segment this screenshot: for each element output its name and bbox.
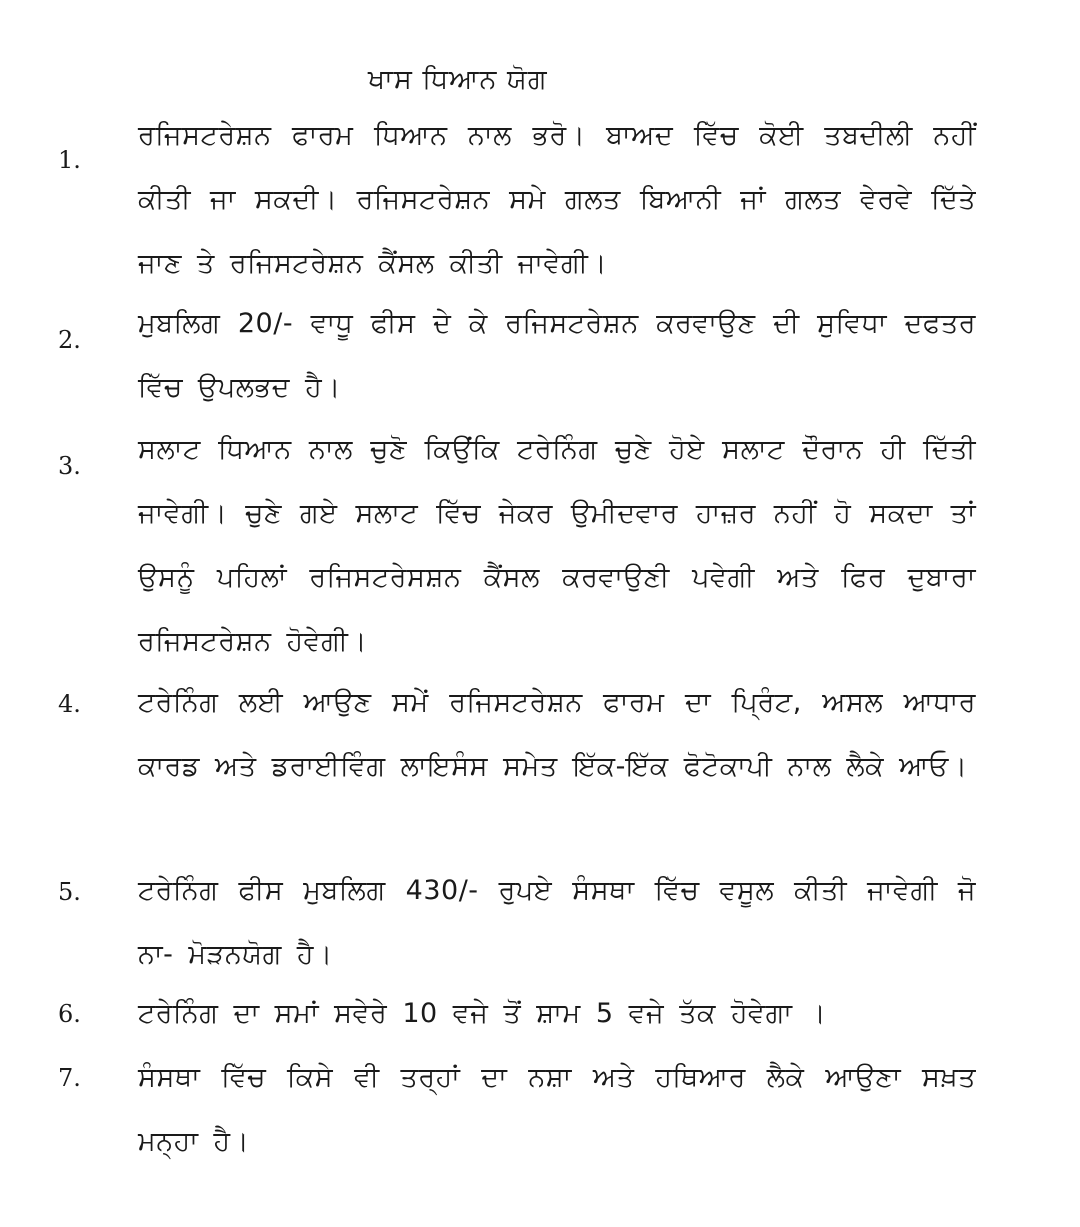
item-number: 6. bbox=[58, 1000, 81, 1028]
item-text: ਰਜਿਸਟਰੇਸ਼ਨ ਫਾਰਮ ਧਿਆਨ ਨਾਲ ਭਰੋ। ਬਾਅਦ ਵਿੱਚ ਕੋਈ ਤਬਦੀਲੀ ਨਹੀਂ ਕੀਤੀ ਜਾ ਸਕਦੀ। ਰਜਿਸਟਰੇਸ਼ਨ ਸਮੇ ਗਲਤ ਬਿਆਨੀ ਜਾਂ ਗਲਤ ਵੇਰਵੇ ਦਿੱਤੇ ਜਾਣ ਤੇ ਰਜਿਸਟਰੇਸ਼ਨ ਕੈਂਸਲ ਕੀਤੀ ਜਾਵੇਗੀ। bbox=[138, 120, 976, 279]
item-text: ਟਰੇਨਿੰਗ ਫੀਸ ਮੁਬਲਿਗ 430/- ਰੁਪਏ ਸੰਸਥਾ ਵਿੱਚ ਵਸੂਲ ਕੀਤੀ ਜਾਵੇਗੀ ਜੋ ਨਾ- ਮੋੜਨਯੋਗ ਹੈ। bbox=[138, 875, 976, 970]
document-title: ਖਾਸ ਧਿਆਨ ਯੋਗ bbox=[368, 64, 548, 95]
item-text: ਸੰਸਥਾ ਵਿੱਚ ਕਿਸੇ ਵੀ ਤਰ੍ਹਾਂ ਦਾ ਨਸ਼ਾ ਅਤੇ ਹਥਿਆਰ ਲੈਕੇ ਆਉਣਾ ਸਖ਼ਤ ਮਨ੍ਹਾ ਹੈ। bbox=[138, 1062, 976, 1157]
item-number: 2. bbox=[58, 326, 81, 354]
item-number: 4. bbox=[58, 690, 81, 718]
item-number: 5. bbox=[58, 878, 81, 906]
item-text: ਟਰੇਨਿੰਗ ਦਾ ਸਮਾਂ ਸਵੇਰੇ 10 ਵਜੇ ਤੋਂ ਸ਼ਾਮ 5 ਵਜੇ ਤੱਕ ਹੋਵੇਗਾ । bbox=[138, 998, 827, 1029]
item-text: ਮੁਬਲਿਗ 20/- ਵਾਧੂ ਫੀਸ ਦੇ ਕੇ ਰਜਿਸਟਰੇਸ਼ਨ ਕਰਵਾਉਣ ਦੀ ਸੁਵਿਧਾ ਦਫਤਰ ਵਿੱਚ ਉਪਲਭਦ ਹੈ। bbox=[138, 308, 976, 403]
item-number: 3. bbox=[58, 452, 81, 480]
item-text: ਟਰੇਨਿੰਗ ਲਈ ਆਉਣ ਸਮੇਂ ਰਜਿਸਟਰੇਸ਼ਨ ਫਾਰਮ ਦਾ ਪ੍ਰਿੰਟ, ਅਸਲ ਆਧਾਰ ਕਾਰਡ ਅਤੇ ਡਰਾਈਵਿੰਗ ਲਾਇਸੰਸ ਸਮੇਤ ਇੱਕ-ਇੱਕ ਫੋਟੋਕਾਪੀ ਨਾਲ ਲੈਕੇ ਆਓ। bbox=[138, 687, 976, 782]
item-text: ਸਲਾਟ ਧਿਆਨ ਨਾਲ ਚੁਣੋ ਕਿਉਂਕਿ ਟਰੇਨਿੰਗ ਚੁਣੇ ਹੋਏ ਸਲਾਟ ਦੌਰਾਨ ਹੀ ਦਿੱਤੀ ਜਾਵੇਗੀ। ਚੁਣੇ ਗਏ ਸਲਾਟ ਵਿੱਚ ਜੇਕਰ ਉਮੀਦਵਾਰ ਹਾਜ਼ਰ ਨਹੀਂ ਹੋ ਸਕਦਾ ਤਾਂ ਉਸਨੂੰ ਪਹਿਲਾਂ ਰਜਿਸਟਰੇਸਸ਼ਨ ਕੈਂਸਲ ਕਰਵਾਉਣੀ ਪਵੇਗੀ ਅਤੇ ਫਿਰ ਦੁਬਾਰਾ ਰਜਿਸਟਰੇਸ਼ਨ ਹੋਵੇਗੀ। bbox=[138, 434, 976, 657]
item-number: 7. bbox=[58, 1064, 81, 1092]
item-number: 1. bbox=[58, 146, 81, 174]
